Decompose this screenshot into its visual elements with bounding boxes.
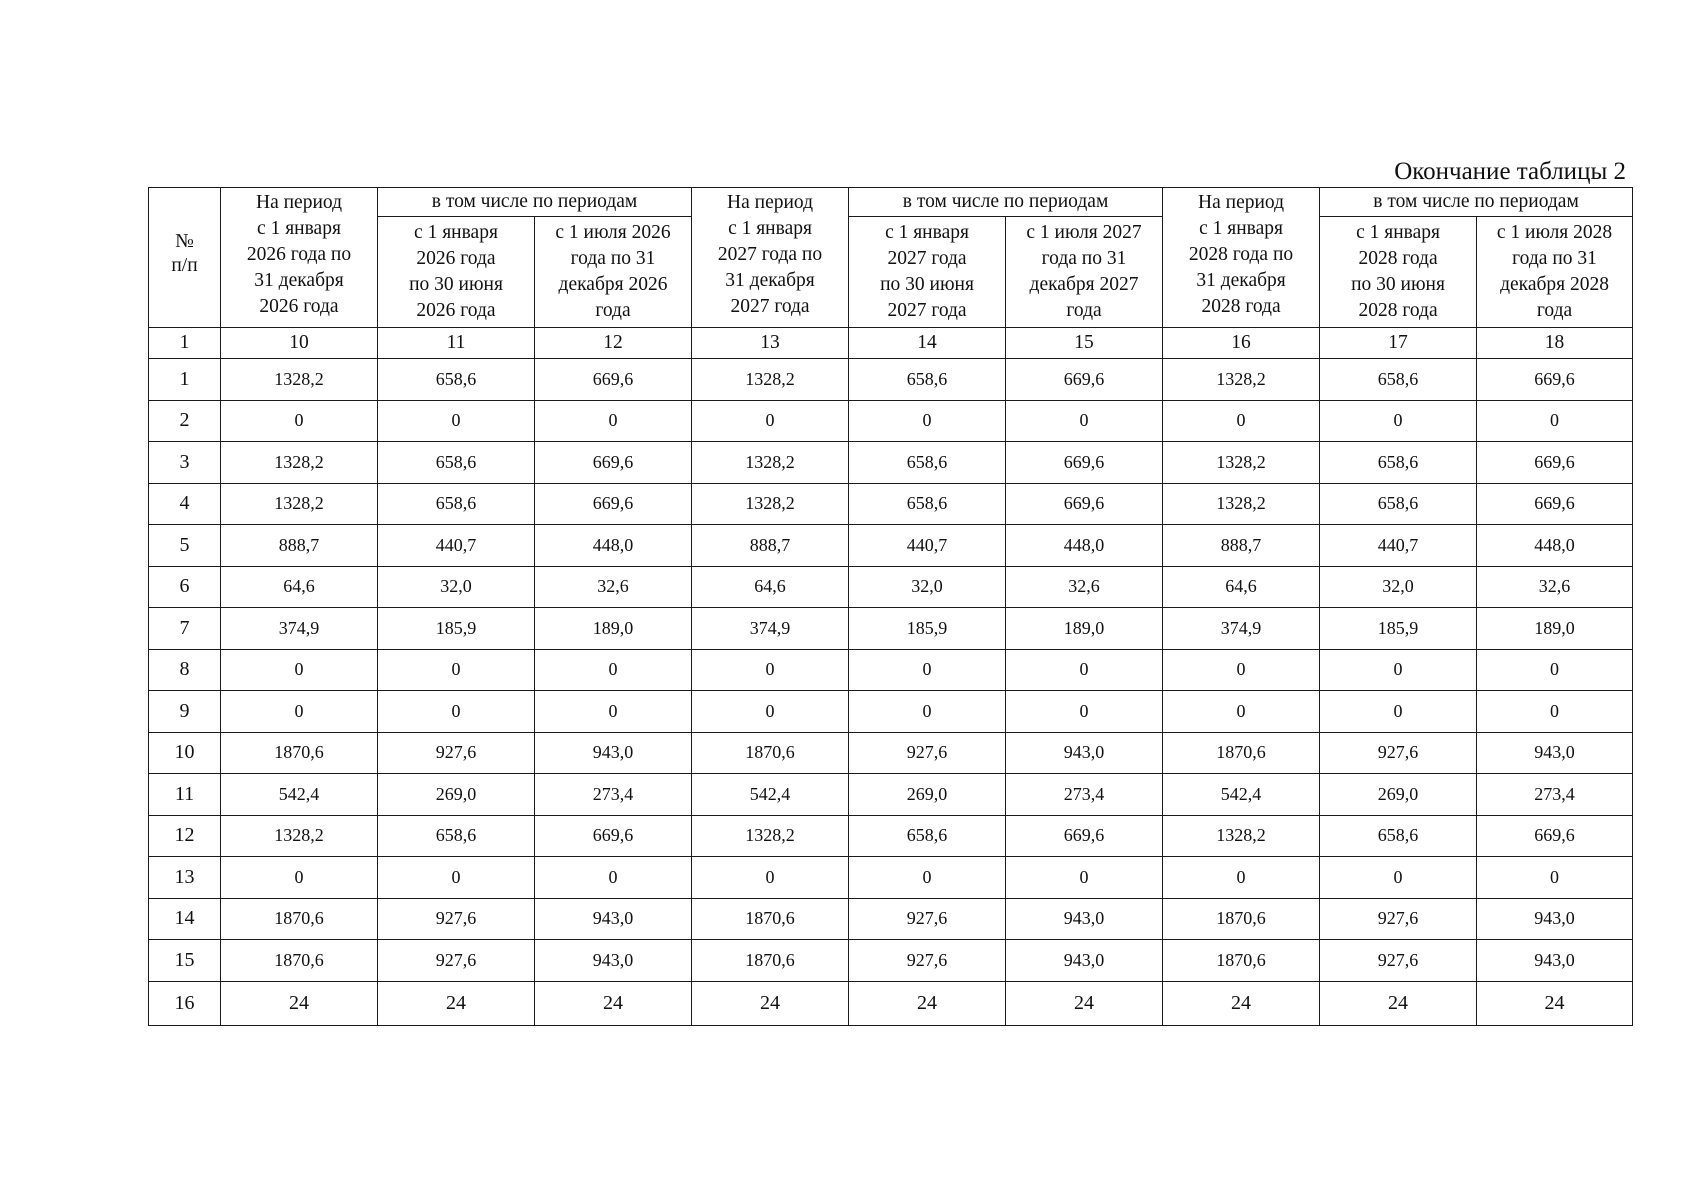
table-cell: 658,6 bbox=[1320, 815, 1477, 857]
table-cell: 658,6 bbox=[849, 483, 1006, 525]
row-number-cell: 13 bbox=[149, 857, 221, 899]
data-table bbox=[148, 187, 1633, 1026]
table-cell: 0 bbox=[1477, 857, 1633, 899]
table-cell: 669,6 bbox=[1477, 815, 1633, 857]
table-cell: 0 bbox=[1006, 649, 1163, 691]
table-cell: 32,0 bbox=[378, 566, 535, 608]
header-h1-2028 bbox=[1320, 217, 1477, 328]
table-cell: 32,6 bbox=[535, 566, 692, 608]
table-cell: 0 bbox=[1320, 857, 1477, 899]
table-cell: 0 bbox=[221, 857, 378, 899]
table-cell: 0 bbox=[221, 649, 378, 691]
table-cell: 24 bbox=[1320, 981, 1477, 1025]
table-cell: 658,6 bbox=[1320, 359, 1477, 401]
table-cell: 32,6 bbox=[1006, 566, 1163, 608]
table-cell: 0 bbox=[378, 400, 535, 442]
table-cell: 0 bbox=[221, 691, 378, 733]
table-cell: 448,0 bbox=[535, 525, 692, 567]
table-cell: 1870,6 bbox=[692, 732, 849, 774]
table-cell: 1870,6 bbox=[221, 940, 378, 982]
row-number-cell: 12 bbox=[149, 815, 221, 857]
table-cell: 0 bbox=[1320, 649, 1477, 691]
table-cell: 0 bbox=[1006, 400, 1163, 442]
table-cell: 943,0 bbox=[1006, 940, 1163, 982]
column-number: 18 bbox=[1477, 328, 1633, 359]
table-cell: 0 bbox=[849, 400, 1006, 442]
table-cell: 669,6 bbox=[535, 442, 692, 484]
table-cell: 185,9 bbox=[378, 608, 535, 650]
table-cell: 658,6 bbox=[849, 442, 1006, 484]
table-cell: 1328,2 bbox=[692, 815, 849, 857]
column-number: 11 bbox=[378, 328, 535, 359]
table-row bbox=[149, 359, 1633, 401]
table-cell: 669,6 bbox=[535, 815, 692, 857]
table-cell: 888,7 bbox=[221, 525, 378, 567]
header-number-label bbox=[149, 188, 221, 328]
table-row bbox=[149, 774, 1633, 816]
table-cell: 0 bbox=[535, 691, 692, 733]
table-cell: 374,9 bbox=[1163, 608, 1320, 650]
table-cell: 927,6 bbox=[378, 898, 535, 940]
table-row bbox=[149, 940, 1633, 982]
table-cell: 24 bbox=[1477, 981, 1633, 1025]
table-cell: 1328,2 bbox=[221, 359, 378, 401]
header-total-2026-text: На период с 1 января 2026 года по 31 декабря 2026 года bbox=[246, 192, 352, 317]
table-cell: 927,6 bbox=[849, 732, 1006, 774]
header-number-text: № п/п bbox=[171, 231, 198, 276]
table-cell: 189,0 bbox=[1477, 608, 1633, 650]
table-cell: 189,0 bbox=[535, 608, 692, 650]
column-number: 16 bbox=[1163, 328, 1320, 359]
table-cell: 64,6 bbox=[692, 566, 849, 608]
table-cell: 185,9 bbox=[1320, 608, 1477, 650]
table-caption: Окончание таблицы 2 bbox=[1394, 158, 1626, 185]
header-h1-2026 bbox=[378, 217, 535, 328]
table-row bbox=[149, 815, 1633, 857]
table-cell: 189,0 bbox=[1006, 608, 1163, 650]
table-cell: 888,7 bbox=[692, 525, 849, 567]
table-cell: 888,7 bbox=[1163, 525, 1320, 567]
header-total-2028-text: На период с 1 января 2028 года по 31 декабря 2028 года bbox=[1188, 192, 1294, 317]
column-number: 10 bbox=[221, 328, 378, 359]
header-h2-2028-text: с 1 июля 2028 года по 31 декабря 2028 года bbox=[1496, 222, 1613, 321]
column-numbers-row bbox=[149, 328, 1633, 359]
table-cell: 0 bbox=[1477, 649, 1633, 691]
table-cell: 440,7 bbox=[1320, 525, 1477, 567]
table-cell: 0 bbox=[1477, 691, 1633, 733]
table-row bbox=[149, 566, 1633, 608]
table-cell: 0 bbox=[849, 649, 1006, 691]
table-cell: 440,7 bbox=[849, 525, 1006, 567]
table-cell: 269,0 bbox=[378, 774, 535, 816]
table-cell: 943,0 bbox=[535, 940, 692, 982]
table-cell: 658,6 bbox=[1320, 483, 1477, 525]
table-cell: 1328,2 bbox=[221, 442, 378, 484]
table-cell: 32,6 bbox=[1477, 566, 1633, 608]
table-cell: 658,6 bbox=[378, 483, 535, 525]
row-number-cell: 3 bbox=[149, 442, 221, 484]
table-cell: 1870,6 bbox=[1163, 732, 1320, 774]
table-cell: 24 bbox=[1163, 981, 1320, 1025]
table-body bbox=[149, 359, 1633, 1026]
table-cell: 1870,6 bbox=[692, 898, 849, 940]
table-cell: 0 bbox=[692, 649, 849, 691]
table-cell: 927,6 bbox=[849, 898, 1006, 940]
table-cell: 24 bbox=[535, 981, 692, 1025]
table-cell: 1328,2 bbox=[1163, 442, 1320, 484]
table-cell: 32,0 bbox=[849, 566, 1006, 608]
table-cell: 0 bbox=[535, 857, 692, 899]
table-cell: 64,6 bbox=[1163, 566, 1320, 608]
table-cell: 658,6 bbox=[378, 359, 535, 401]
table-cell: 943,0 bbox=[1477, 898, 1633, 940]
table-cell: 0 bbox=[1320, 691, 1477, 733]
column-number: 17 bbox=[1320, 328, 1477, 359]
header-h2-2028 bbox=[1477, 217, 1633, 328]
table-cell: 943,0 bbox=[535, 732, 692, 774]
table-cell: 669,6 bbox=[1477, 483, 1633, 525]
table-cell: 273,4 bbox=[1006, 774, 1163, 816]
row-number-cell: 8 bbox=[149, 649, 221, 691]
table-cell: 374,9 bbox=[221, 608, 378, 650]
header-h1-2027 bbox=[849, 217, 1006, 328]
table-cell: 658,6 bbox=[849, 359, 1006, 401]
table-cell: 374,9 bbox=[692, 608, 849, 650]
table-cell: 0 bbox=[1006, 691, 1163, 733]
table-cell: 0 bbox=[1006, 857, 1163, 899]
row-number-cell: 2 bbox=[149, 400, 221, 442]
column-number: 1 bbox=[149, 328, 221, 359]
header-h2-2027 bbox=[1006, 217, 1163, 328]
table-cell: 0 bbox=[378, 649, 535, 691]
table-row bbox=[149, 400, 1633, 442]
table-cell: 0 bbox=[1477, 400, 1633, 442]
table-row bbox=[149, 649, 1633, 691]
table-cell: 273,4 bbox=[535, 774, 692, 816]
row-number-cell: 9 bbox=[149, 691, 221, 733]
header-total-2028 bbox=[1163, 188, 1320, 328]
table-cell: 24 bbox=[692, 981, 849, 1025]
table-cell: 943,0 bbox=[1006, 732, 1163, 774]
table-cell: 0 bbox=[1163, 691, 1320, 733]
header-h2-2027-text: с 1 июля 2027 года по 31 декабря 2027 года bbox=[1026, 222, 1142, 321]
table-cell: 448,0 bbox=[1477, 525, 1633, 567]
table-cell: 0 bbox=[692, 691, 849, 733]
table-cell: 927,6 bbox=[378, 732, 535, 774]
header-h1-2028-text: с 1 января 2028 года по 30 июня 2028 года bbox=[1351, 222, 1445, 321]
table-cell: 0 bbox=[1163, 857, 1320, 899]
table-cell: 1328,2 bbox=[221, 815, 378, 857]
table-cell: 24 bbox=[849, 981, 1006, 1025]
header-h1-2026-text: с 1 января 2026 года по 30 июня 2026 года bbox=[409, 222, 503, 321]
header-total-2026 bbox=[221, 188, 378, 328]
header-total-2027 bbox=[692, 188, 849, 328]
table-row bbox=[149, 691, 1633, 733]
table-cell: 1870,6 bbox=[221, 898, 378, 940]
table-cell: 1328,2 bbox=[221, 483, 378, 525]
table-cell: 0 bbox=[849, 857, 1006, 899]
table-cell: 542,4 bbox=[692, 774, 849, 816]
table-cell: 273,4 bbox=[1477, 774, 1633, 816]
table-cell: 669,6 bbox=[1006, 815, 1163, 857]
table-cell: 0 bbox=[1163, 400, 1320, 442]
table-cell: 0 bbox=[849, 691, 1006, 733]
table-row bbox=[149, 483, 1633, 525]
table-cell: 1870,6 bbox=[1163, 898, 1320, 940]
table-cell: 542,4 bbox=[221, 774, 378, 816]
table-cell: 1328,2 bbox=[692, 483, 849, 525]
table-cell: 24 bbox=[378, 981, 535, 1025]
header-subperiods-2028: в том числе по периодам bbox=[1320, 188, 1633, 217]
table-cell: 1870,6 bbox=[221, 732, 378, 774]
table-cell: 658,6 bbox=[378, 815, 535, 857]
table-cell: 1870,6 bbox=[692, 940, 849, 982]
table-cell: 0 bbox=[535, 649, 692, 691]
header-h2-2026-text: с 1 июля 2026 года по 31 декабря 2026 года bbox=[555, 222, 671, 321]
row-number-cell: 6 bbox=[149, 566, 221, 608]
table-cell: 0 bbox=[692, 400, 849, 442]
table-cell: 185,9 bbox=[849, 608, 1006, 650]
table-cell: 658,6 bbox=[849, 815, 1006, 857]
table-cell: 943,0 bbox=[1006, 898, 1163, 940]
table-cell: 669,6 bbox=[1006, 442, 1163, 484]
table-cell: 1328,2 bbox=[1163, 815, 1320, 857]
table-cell: 32,0 bbox=[1320, 566, 1477, 608]
table-row bbox=[149, 898, 1633, 940]
table-cell: 0 bbox=[692, 857, 849, 899]
header-total-2027-text: На период с 1 января 2027 года по 31 декабря 2027 года bbox=[717, 192, 823, 317]
table-cell: 669,6 bbox=[535, 483, 692, 525]
table-cell: 269,0 bbox=[849, 774, 1006, 816]
row-number-cell: 15 bbox=[149, 940, 221, 982]
table-cell: 927,6 bbox=[1320, 940, 1477, 982]
table-cell: 542,4 bbox=[1163, 774, 1320, 816]
table-cell: 927,6 bbox=[1320, 732, 1477, 774]
row-number-cell: 5 bbox=[149, 525, 221, 567]
table-cell: 927,6 bbox=[849, 940, 1006, 982]
table-cell: 0 bbox=[378, 691, 535, 733]
table-cell: 943,0 bbox=[535, 898, 692, 940]
table-cell: 1870,6 bbox=[1163, 940, 1320, 982]
table-cell: 1328,2 bbox=[1163, 483, 1320, 525]
header-subperiods-2027: в том числе по периодам bbox=[849, 188, 1163, 217]
table-cell: 1328,2 bbox=[1163, 359, 1320, 401]
table-cell: 658,6 bbox=[378, 442, 535, 484]
column-number: 15 bbox=[1006, 328, 1163, 359]
table-cell: 1328,2 bbox=[692, 359, 849, 401]
table-cell: 0 bbox=[378, 857, 535, 899]
table-row bbox=[149, 525, 1633, 567]
table-cell: 669,6 bbox=[1477, 442, 1633, 484]
header-h1-2027-text: с 1 января 2027 года по 30 июня 2027 года bbox=[880, 222, 974, 321]
table-row bbox=[149, 857, 1633, 899]
row-number-cell: 10 bbox=[149, 732, 221, 774]
table-cell: 943,0 bbox=[1477, 732, 1633, 774]
table-cell: 669,6 bbox=[1477, 359, 1633, 401]
row-number-cell: 1 bbox=[149, 359, 221, 401]
column-number: 14 bbox=[849, 328, 1006, 359]
table-cell: 943,0 bbox=[1477, 940, 1633, 982]
row-number-cell: 16 bbox=[149, 981, 221, 1025]
row-number-cell: 11 bbox=[149, 774, 221, 816]
table-cell: 269,0 bbox=[1320, 774, 1477, 816]
table-cell: 0 bbox=[1320, 400, 1477, 442]
header-subperiods-2026: в том числе по периодам bbox=[378, 188, 692, 217]
column-number: 13 bbox=[692, 328, 849, 359]
table-cell: 0 bbox=[535, 400, 692, 442]
table-cell: 24 bbox=[1006, 981, 1163, 1025]
table-cell: 448,0 bbox=[1006, 525, 1163, 567]
table-cell: 64,6 bbox=[221, 566, 378, 608]
table-cell: 669,6 bbox=[1006, 359, 1163, 401]
table-row bbox=[149, 732, 1633, 774]
table-cell: 440,7 bbox=[378, 525, 535, 567]
table-row bbox=[149, 442, 1633, 484]
table-cell: 927,6 bbox=[1320, 898, 1477, 940]
row-number-cell: 7 bbox=[149, 608, 221, 650]
table-cell: 669,6 bbox=[535, 359, 692, 401]
row-number-cell: 4 bbox=[149, 483, 221, 525]
table-cell: 0 bbox=[1163, 649, 1320, 691]
header-h2-2026 bbox=[535, 217, 692, 328]
table-cell: 658,6 bbox=[1320, 442, 1477, 484]
table-row bbox=[149, 981, 1633, 1025]
table-row bbox=[149, 608, 1633, 650]
row-number-cell: 14 bbox=[149, 898, 221, 940]
table-cell: 669,6 bbox=[1006, 483, 1163, 525]
table-cell: 1328,2 bbox=[692, 442, 849, 484]
table-cell: 927,6 bbox=[378, 940, 535, 982]
table-cell: 24 bbox=[221, 981, 378, 1025]
column-number: 12 bbox=[535, 328, 692, 359]
table-cell: 0 bbox=[221, 400, 378, 442]
